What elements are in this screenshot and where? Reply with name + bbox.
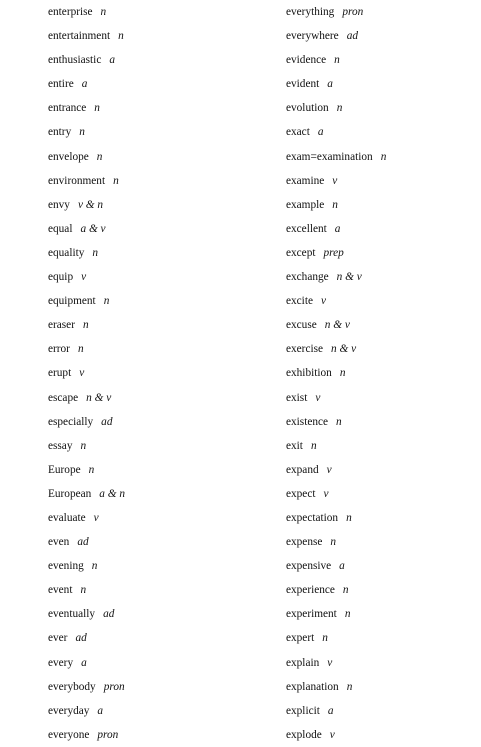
- vocab-entry: [48, 265, 278, 289]
- vocab-word: exit: [286, 439, 303, 452]
- vocab-entry: [286, 482, 481, 506]
- vocab-word: everyone: [48, 728, 90, 741]
- part-of-speech: n & v: [324, 319, 350, 332]
- part-of-speech: a: [109, 54, 115, 67]
- part-of-speech: n: [80, 439, 87, 452]
- part-of-speech: v: [332, 174, 338, 187]
- part-of-speech: n: [96, 150, 103, 163]
- vocab-entry: [48, 337, 278, 361]
- vocab-entry: [286, 120, 481, 144]
- part-of-speech: v: [323, 487, 329, 500]
- word-list-right: [286, 0, 481, 747]
- vocab-entry: [48, 24, 278, 48]
- vocab-entry: [48, 434, 278, 458]
- vocab-word: everybody: [48, 680, 96, 693]
- part-of-speech: n: [88, 463, 95, 476]
- part-of-speech: n: [92, 246, 99, 259]
- part-of-speech: n: [80, 584, 87, 597]
- vocab-word: eraser: [48, 319, 75, 332]
- vocab-word: exhibition: [286, 367, 332, 380]
- vocab-entry: [48, 241, 278, 265]
- vocab-word: explain: [286, 656, 320, 669]
- vocab-word: except: [286, 246, 316, 259]
- part-of-speech: a: [81, 78, 88, 91]
- part-of-speech: v: [327, 656, 333, 669]
- part-of-speech: n: [334, 54, 340, 67]
- vocab-word: essay: [48, 439, 73, 452]
- part-of-speech: a: [327, 78, 333, 91]
- vocab-entry: [286, 410, 481, 434]
- vocab-entry: [48, 169, 278, 193]
- vocab-entry: [286, 651, 481, 675]
- vocab-word: expectation: [286, 511, 339, 524]
- vocab-word: explanation: [286, 680, 339, 693]
- vocab-entry: [286, 530, 481, 554]
- part-of-speech: ad: [77, 536, 89, 549]
- part-of-speech: a: [97, 704, 104, 717]
- vocab-word: excite: [286, 295, 313, 308]
- word-list-left: [48, 0, 278, 747]
- vocab-entry: [48, 602, 278, 626]
- part-of-speech: prep: [323, 246, 344, 259]
- part-of-speech: pron: [97, 728, 119, 741]
- part-of-speech: v: [315, 391, 321, 404]
- vocab-word: explode: [286, 728, 322, 741]
- part-of-speech: n: [346, 680, 353, 693]
- vocab-entry: [48, 193, 278, 217]
- vocab-entry: [286, 241, 481, 265]
- vocab-word: exact: [286, 126, 310, 139]
- vocab-word: event: [48, 584, 73, 597]
- part-of-speech: n: [91, 560, 98, 573]
- vocab-entry: [48, 506, 278, 530]
- vocab-entry: [286, 217, 481, 241]
- vocab-entry: [48, 48, 278, 72]
- vocab-entry: [48, 313, 278, 337]
- vocab-word: Europe: [48, 463, 81, 476]
- vocab-word: entertainment: [48, 30, 111, 43]
- vocab-entry: [48, 361, 278, 385]
- part-of-speech: n & v: [86, 391, 112, 404]
- vocab-word: existence: [286, 415, 329, 428]
- vocab-entry: [48, 675, 278, 699]
- vocab-word: equipment: [48, 295, 96, 308]
- vocab-word: exchange: [286, 271, 329, 284]
- vocab-entry: [286, 602, 481, 626]
- part-of-speech: v: [329, 728, 335, 741]
- vocab-word: expect: [286, 487, 316, 500]
- part-of-speech: v & n: [77, 198, 104, 211]
- vocab-word: ever: [48, 632, 68, 645]
- vocab-word: exercise: [286, 343, 324, 356]
- vocab-word: entry: [48, 126, 72, 139]
- vocab-word: eventually: [48, 608, 96, 621]
- vocab-word: expense: [286, 536, 323, 549]
- part-of-speech: n: [342, 584, 349, 597]
- vocab-entry: [286, 24, 481, 48]
- vocab-word: environment: [48, 174, 106, 187]
- part-of-speech: n: [336, 415, 342, 428]
- vocab-entry: [286, 434, 481, 458]
- part-of-speech: n: [336, 102, 343, 115]
- part-of-speech: ad: [101, 415, 113, 428]
- vocab-entry: [48, 120, 278, 144]
- vocab-entry: [286, 626, 481, 650]
- vocab-word: enterprise: [48, 6, 93, 18]
- part-of-speech: n: [77, 343, 84, 356]
- vocab-word: experience: [286, 584, 335, 597]
- vocab-word: error: [48, 343, 70, 356]
- vocab-word: European: [48, 487, 92, 500]
- part-of-speech: n: [94, 102, 100, 115]
- vocab-word: experiment: [286, 608, 337, 621]
- part-of-speech: v: [93, 511, 99, 524]
- vocab-word: equip: [48, 271, 74, 284]
- part-of-speech: n: [79, 126, 85, 139]
- part-of-speech: n & v: [336, 271, 362, 284]
- vocab-word: evening: [48, 560, 84, 573]
- part-of-speech: v: [79, 367, 85, 380]
- vocab-word: expensive: [286, 560, 332, 573]
- vocab-word: escape: [48, 391, 79, 404]
- part-of-speech: n: [346, 511, 352, 524]
- part-of-speech: n: [82, 319, 89, 332]
- part-of-speech: n: [344, 608, 351, 621]
- vocab-word: evaluate: [48, 511, 86, 524]
- vocab-entry: [286, 48, 481, 72]
- vocab-word: excellent: [286, 222, 327, 235]
- part-of-speech: a & n: [99, 487, 126, 500]
- vocab-word: example: [286, 198, 325, 211]
- vocab-entry: [286, 337, 481, 361]
- vocab-entry: [286, 265, 481, 289]
- vocab-entry: [286, 458, 481, 482]
- vocab-entry: [48, 699, 278, 723]
- vocab-entry: [286, 554, 481, 578]
- vocab-word: evidence: [286, 54, 327, 67]
- vocab-entry: [286, 193, 481, 217]
- part-of-speech: a: [334, 222, 341, 235]
- part-of-speech: a: [81, 656, 87, 669]
- part-of-speech: v: [320, 295, 326, 308]
- vocab-word: expert: [286, 632, 315, 645]
- vocab-entry: [286, 96, 481, 120]
- vocab-word: entire: [48, 78, 74, 91]
- vocab-word: equality: [48, 246, 85, 259]
- part-of-speech: a: [317, 126, 324, 139]
- vocab-entry: [48, 96, 278, 120]
- vocab-word: equal: [48, 222, 73, 235]
- vocab-entry: [286, 145, 481, 169]
- vocab-entry: [48, 386, 278, 410]
- part-of-speech: a & v: [80, 222, 106, 235]
- vocab-entry: [48, 72, 278, 96]
- vocab-word: everything: [286, 6, 335, 18]
- vocab-word: expand: [286, 463, 319, 476]
- vocab-entry: [286, 169, 481, 193]
- vocab-entry: [48, 410, 278, 434]
- part-of-speech: v: [326, 463, 332, 476]
- part-of-speech: n: [332, 198, 338, 211]
- vocab-entry: [286, 506, 481, 530]
- part-of-speech: n: [339, 367, 346, 380]
- part-of-speech: n: [118, 30, 124, 43]
- part-of-speech: ad: [75, 632, 87, 645]
- vocab-entry: [286, 289, 481, 313]
- vocab-word: evident: [286, 78, 320, 91]
- vocab-entry: [48, 482, 278, 506]
- vocab-entry: [48, 145, 278, 169]
- part-of-speech: n: [330, 536, 337, 549]
- vocab-entry: [48, 651, 278, 675]
- part-of-speech: pron: [103, 680, 125, 693]
- vocab-entry: [48, 0, 278, 24]
- vocab-word: explicit: [286, 704, 320, 717]
- vocab-entry: [48, 578, 278, 602]
- vocab-entry: [286, 699, 481, 723]
- part-of-speech: n: [322, 632, 328, 645]
- vocab-entry: [286, 72, 481, 96]
- vocab-entry: [48, 289, 278, 313]
- vocab-word: examine: [286, 174, 325, 187]
- part-of-speech: n: [103, 295, 110, 308]
- vocab-word: exam=examination: [286, 150, 373, 163]
- vocab-word: even: [48, 536, 70, 549]
- part-of-speech: n: [380, 150, 387, 163]
- vocab-entry: [286, 0, 481, 24]
- part-of-speech: n: [113, 174, 119, 187]
- vocab-word: evolution: [286, 102, 329, 115]
- part-of-speech: ad: [103, 608, 115, 621]
- vocab-word: envy: [48, 198, 70, 211]
- vocab-entry: [286, 361, 481, 385]
- vocab-word: excuse: [286, 319, 317, 332]
- vocab-entry: [286, 386, 481, 410]
- vocab-entry: [286, 578, 481, 602]
- vocab-entry: [286, 723, 481, 747]
- part-of-speech: a: [339, 560, 345, 573]
- part-of-speech: a: [327, 704, 334, 717]
- vocab-word: entrance: [48, 102, 87, 115]
- vocab-entry: [48, 626, 278, 650]
- vocab-entry: [286, 313, 481, 337]
- vocab-word: exist: [286, 391, 308, 404]
- vocab-word: erupt: [48, 367, 72, 380]
- part-of-speech: n & v: [331, 343, 357, 356]
- vocab-word: especially: [48, 415, 94, 428]
- part-of-speech: n: [310, 439, 317, 452]
- vocab-word: every: [48, 656, 74, 669]
- vocab-entry: [48, 554, 278, 578]
- vocab-entry: [286, 675, 481, 699]
- vocab-word: envelope: [48, 150, 89, 163]
- vocab-entry: [48, 723, 278, 747]
- vocab-entry: [48, 530, 278, 554]
- vocab-word: everyday: [48, 704, 90, 717]
- vocab-word: enthusiastic: [48, 54, 102, 67]
- part-of-speech: v: [81, 271, 87, 284]
- vocab-word: everywhere: [286, 30, 339, 43]
- part-of-speech: pron: [342, 6, 364, 18]
- vocab-entry: [48, 458, 278, 482]
- vocab-entry: [48, 217, 278, 241]
- part-of-speech: n: [100, 6, 107, 18]
- part-of-speech: ad: [346, 30, 358, 43]
